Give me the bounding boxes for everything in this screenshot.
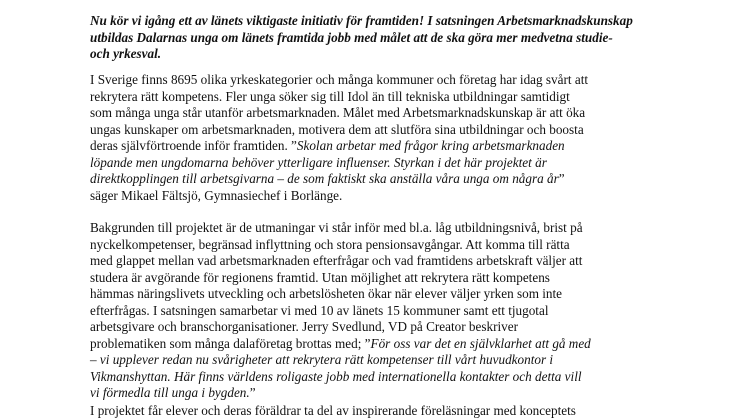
text-line: Bakgrunden till projektet är de utmaningar vi står inför med bl.a. låg utbildningsnivå, brist på <box>90 220 583 235</box>
text-line: I projektet får elever och deras föräldrar ta del av inspirerande föreläsningar med konceptets <box>90 403 576 418</box>
text-line <box>90 336 660 353</box>
text-line: I Sverige finns 8695 olika yrkeskategorier och många kommuner och företag har idag svårt att <box>90 72 589 87</box>
quote-line <box>90 369 660 386</box>
text-line: säger Mikael Fältsjö, Gymnasiechef i Borlänge. <box>90 187 343 203</box>
quote-line <box>90 155 660 172</box>
lead-line: utbildas Dalarnas unga om länets framtida jobb med målet att de ska göra mer medvetna studie- <box>90 29 613 45</box>
text-line: ungas kunskaper om arbetsmarknaden, motivera dem att slutföra sina utbildningar och boosta <box>90 121 584 137</box>
text-line: rekrytera rätt kompetens. Fler unga söker sig till Idol än till tekniska utbildningar samtidigt <box>90 88 570 104</box>
lead-paragraph <box>90 13 660 63</box>
text-line: som många unga står utanför arbetsmarknaden. Målet med Arbetsmarknadskunskap är att öka <box>90 105 586 120</box>
quote-text: direktkopplingen till arbetsgivarna – de som faktiskt ska anställa våra unga om några år <box>90 171 559 186</box>
text-line: arbetsgivare och branschorganisationer. Jerry Svedlund, VD på Creator beskriver <box>90 319 518 334</box>
text-line <box>90 138 660 155</box>
quote-line <box>90 385 660 402</box>
text-line: hämmas näringslivets utveckling och arbetslösheten ökar när elever väljer yrken som inte <box>90 286 563 301</box>
body-paragraph-2 <box>90 220 660 402</box>
quote-text: löpande men ungdomarna behöver ytterligare influenser. Styrkan i det här projektet är <box>90 154 547 170</box>
body-paragraph-1 <box>90 72 660 204</box>
lead-line: och yrkesval. <box>90 46 162 61</box>
quote-line <box>90 352 660 369</box>
quote-text: För oss var det en självklarhet att gå med <box>370 335 591 351</box>
quote-text: Skolan arbetar med frågor kring arbetsmarknaden <box>296 138 565 153</box>
text-plain: problematiken som många dalaföretag brottas med; ” <box>90 335 371 351</box>
quote-text: – vi upplever redan nu svårigheter att rekrytera rätt kompetenser till vårt huvudkontor i <box>90 352 554 367</box>
text-line: efterfrågas. I satsningen samarbetar vi med 10 av länets 15 kommuner samt ett tjugotal <box>90 302 549 318</box>
quote-line <box>90 171 660 188</box>
text-plain: deras självförtroende inför framtiden. ” <box>90 138 297 153</box>
body-paragraph-3 <box>90 403 660 419</box>
quote-end-mark: ” <box>558 171 565 186</box>
quote-text: Vikmanshyttan. Här finns världens roligaste jobb med internationella kontakter och detta vill <box>90 368 582 384</box>
text-line: med glappet mellan vad arbetsmarknaden efterfrågar och vad framtidens arbetskraft väljer att <box>90 253 583 268</box>
quote-text: vi förmedla till unga i bygden. <box>90 385 250 400</box>
text-line: nyckelkompetenser, begränsad inflyttning och stora pensionsavgångar. Att komma till rätta <box>90 236 570 252</box>
text-line: studera är avgörande för regionens framtid. Utan möjlighet att rekrytera rätt kompetens <box>90 269 550 285</box>
lead-line: Nu kör vi igång ett av länets viktigaste initiativ för framtiden! I satsningen Arbetsmarknadskunskap <box>90 13 633 28</box>
quote-end-mark: ” <box>249 385 256 400</box>
